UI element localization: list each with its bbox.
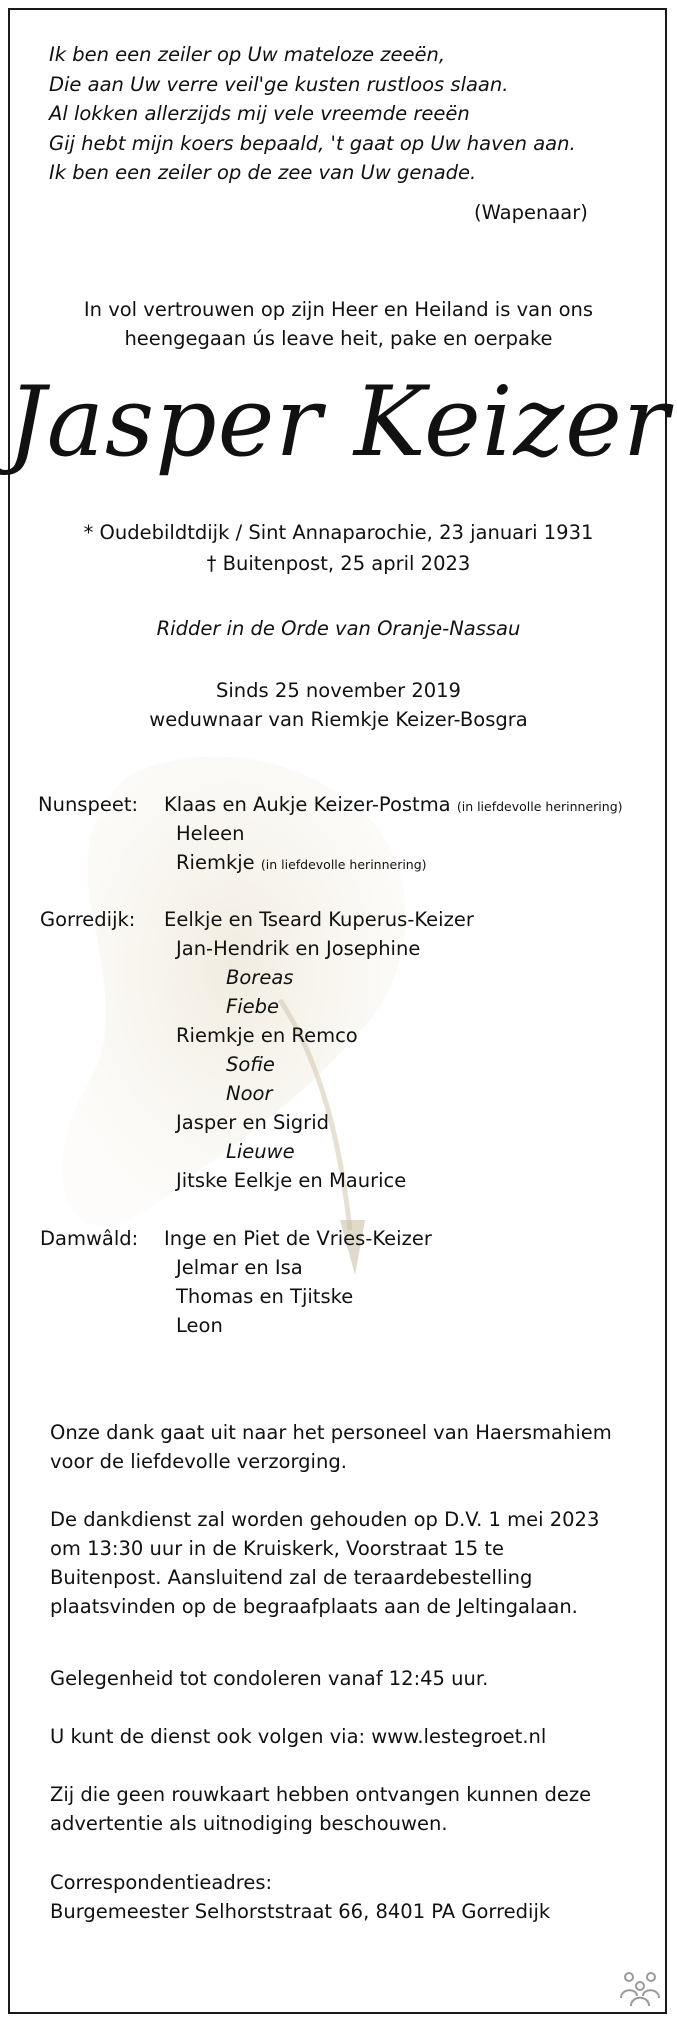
place-gorredijk: Gorredijk: (40, 908, 136, 931)
address-line: Burgemeester Selhorststraat 66, 8401 PA Gorredijk (50, 1900, 551, 1923)
family-gorredijk-child-1: Jan-Hendrik en Josephine (176, 937, 421, 960)
stream-line: U kunt de dienst ook volgen via: www.lestegroet.nl (50, 1725, 547, 1748)
thanks-line-2: voor de liefdevolle verzorging. (50, 1450, 347, 1473)
widower-line-1: Sinds 25 november 2019 (216, 679, 461, 702)
poem-author: (Wapenaar) (474, 201, 588, 224)
widower-line-2: weduwnaar van Riemkje Keizer-Bosgra (149, 708, 528, 731)
service-line-3: Buitenpost. Aansluitend zal de teraardebestelling (50, 1566, 533, 1589)
honour-line: Ridder in de Orde van Oranje-Nassau (156, 617, 521, 640)
family-damwald-couple: Inge en Piet de Vries-Keizer (164, 1227, 432, 1250)
death-line: † Buitenpost, 25 april 2023 (206, 552, 471, 575)
family-gorredijk-couple: Eelkje en Tseard Kuperus-Keizer (164, 908, 474, 931)
grandchild-lieuwe: Lieuwe (226, 1140, 295, 1163)
family-nunspeet-child-1: Heleen (176, 822, 245, 845)
condolence-line: Gelegenheid tot condoleren vanaf 12:45 uur. (50, 1667, 489, 1690)
opening-poem (49, 40, 609, 224)
memory-note: (in liefdevolle herinnering) (456, 799, 623, 814)
family-gorredijk-child-3: Jasper en Sigrid (176, 1111, 329, 1134)
service-line-2: om 13:30 uur in de Kruiskerk, Voorstraat 15 te (50, 1537, 504, 1560)
family-nunspeet-couple (164, 790, 623, 821)
family-damwald-child-3: Leon (176, 1314, 223, 1337)
thanks-line-1: Onze dank gaat uit naar het personeel van Haersmahiem (50, 1421, 612, 1444)
service-line-4: plaatsvinden op de begraafplaats aan de Jeltingalaan. (50, 1595, 578, 1618)
family-damwald-child-2: Thomas en Tjitske (176, 1285, 354, 1308)
couple-name: Klaas en Aukje Keizer-Postma (164, 793, 451, 816)
family-logo-icon (618, 1968, 662, 2008)
invite-line-2: advertentie als uitnodiging beschouwen. (50, 1812, 448, 1835)
poem-line-1: Ik ben een zeiler op Uw mateloze zeeën, (49, 43, 446, 66)
grandchild-boreas: Boreas (226, 966, 294, 989)
deceased-name: Jasper Keizer (7, 366, 670, 478)
place-nunspeet: Nunspeet: (38, 793, 139, 816)
intro-line-2: heengegaan ús leave heit, pake en oerpake (124, 327, 553, 350)
service-line-1: De dankdienst zal worden gehouden op D.V. 1 mei 2023 (50, 1508, 600, 1531)
invite-line-1: Zij die geen rouwkaart hebben ontvangen kunnen deze (50, 1783, 592, 1806)
family-gorredijk-child-4: Jitske Eelkje en Maurice (176, 1169, 407, 1192)
address-label: Correspondentieadres: (50, 1871, 273, 1894)
grandchild-fiebe: Fiebe (226, 995, 280, 1018)
child-name: Riemkje (176, 851, 255, 874)
family-damwald-child-1: Jelmar en Isa (176, 1256, 303, 1279)
grandchild-noor: Noor (226, 1082, 273, 1105)
intro-line-1: In vol vertrouwen op zijn Heer en Heiland is van ons (83, 298, 594, 321)
poem-line-4: Gij hebt mijn koers bepaald, 't gaat op Uw haven aan. (49, 131, 576, 155)
birth-line: * Oudebildtdijk / Sint Annaparochie, 23 januari 1931 (83, 521, 594, 544)
poem-line-5: Ik ben een zeiler op de zee van Uw genade. (49, 161, 477, 184)
place-damwald: Damwâld: (40, 1227, 139, 1250)
poem-line-3: Al lokken allerzijds mij vele vreemde reeën (49, 102, 470, 125)
family-gorredijk-child-2: Riemkje en Remco (176, 1024, 358, 1047)
family-nunspeet-child-2 (176, 848, 427, 879)
poem-line-2: Die aan Uw verre veil'ge kusten rustloos slaan. (49, 72, 509, 96)
memory-note: (in liefdevolle herinnering) (260, 857, 427, 872)
grandchild-sofie: Sofie (226, 1053, 275, 1076)
